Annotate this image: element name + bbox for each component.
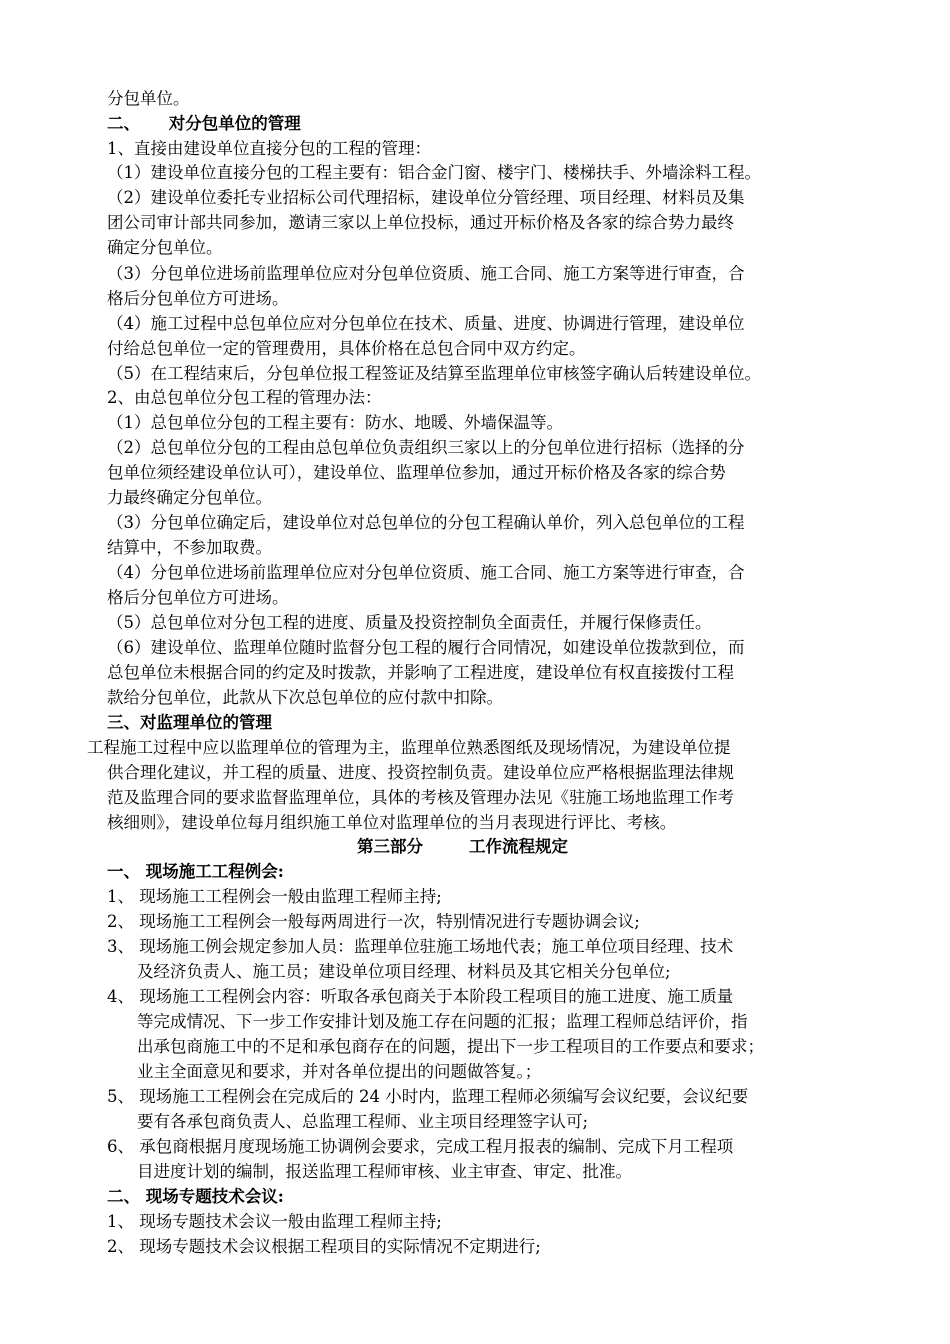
subsection-intro: 1、直接由建设单位直接分包的工程的管理：: [107, 139, 431, 158]
section-heading: 二、 对分包单位的管理: [107, 114, 301, 133]
section-heading: 二、 现场专题技术会议:: [107, 1187, 284, 1206]
paragraph-line: 供合理化建议，并工程的质量、进度、投资控制负责。建设单位应严格根据监理法律规: [107, 763, 734, 782]
list-item-continuation: 结算中，不参加取费。: [107, 538, 272, 557]
text-line: 分包单位。: [107, 89, 190, 108]
list-item: （5）总包单位对分包工程的进度、质量及投资控制负全面责任，并履行保修责任。: [107, 613, 712, 632]
list-item: （4）分包单位进场前监理单位应对分包单位资质、施工合同、施工方案等进行审查，合: [107, 563, 745, 582]
subsection-intro: 2、由总包单位分包工程的管理办法：: [107, 388, 382, 407]
part-title: 第三部分 工作流程规定: [357, 837, 568, 856]
list-item-continuation: 及经济负责人、施工员；建设单位项目经理、材料员及其它相关分包单位;: [137, 962, 671, 981]
list-item-continuation: 等完成情况、下一步工作安排计划及施工存在问题的汇报；监理工程师总结评价，指: [137, 1012, 748, 1031]
list-item: （1）总包单位分包的工程主要有：防水、地暖、外墙保温等。: [107, 413, 563, 432]
list-item: 5、 现场施工工程例会在完成后的 24 小时内，监理工程师必须编写会议纪要，会议纪要: [107, 1087, 749, 1106]
list-item: （5）在工程结束后，分包单位报工程签证及结算至监理单位审核签字确认后转建设单位。: [107, 364, 761, 383]
section-heading: 三、对监理单位的管理: [107, 713, 272, 732]
section-heading: 一、 现场施工工程例会:: [107, 862, 284, 881]
list-item: （3）分包单位确定后，建设单位对总包单位的分包工程确认单价，列入总包单位的工程: [107, 513, 745, 532]
list-item-continuation: 格后分包单位方可进场。: [107, 588, 289, 607]
list-item: 3、 现场施工例会规定参加人员：监理单位驻施工场地代表；施工单位项目经理、技术: [107, 937, 734, 956]
list-item-continuation: 力最终确定分包单位。: [107, 488, 272, 507]
list-item: （2）建设单位委托专业招标公司代理招标，建设单位分管经理、项目经理、材料员及集: [107, 188, 745, 207]
list-item-continuation: 格后分包单位方可进场。: [107, 289, 289, 308]
list-item: 2、 现场施工工程例会一般每两周进行一次，特别情况进行专题协调会议;: [107, 912, 640, 931]
list-item-continuation: 付给总包单位一定的管理费用，具体价格在总包合同中双方约定。: [107, 339, 586, 358]
list-item: （2）总包单位分包的工程由总包单位负责组织三家以上的分包单位进行招标（选择的分: [107, 438, 745, 457]
paragraph-line: 核细则》，建设单位每月组织施工单位对监理单位的当月表现进行评比、考核。: [107, 813, 677, 832]
list-item: （4）施工过程中总包单位应对分包单位在技术、质量、进度、协调进行管理，建设单位: [107, 314, 745, 333]
list-item: （1）建设单位直接分包的工程主要有：铝合金门窗、楼宇门、楼梯扶手、外墙涂料工程。: [107, 163, 761, 182]
list-item: 2、 现场专题技术会议根据工程项目的实际情况不定期进行;: [107, 1237, 541, 1256]
paragraph-line: 工程施工过程中应以监理单位的管理为主，监理单位熟悉图纸及现场情况，为建设单位提: [87, 738, 731, 757]
paragraph-line: 范及监理合同的要求监督监理单位，具体的考核及管理办法见《驻施工场地监理工作考: [107, 788, 734, 807]
list-item-continuation: 出承包商施工中的不足和承包商存在的问题，提出下一步工程项目的工作要点和要求；: [137, 1037, 764, 1056]
list-item: 1、 现场专题技术会议一般由监理工程师主持;: [107, 1212, 442, 1231]
list-item-continuation: 款给分包单位，此款从下次总包单位的应付款中扣除。: [107, 688, 503, 707]
list-item-continuation: 业主全面意见和要求，并对各单位提出的问题做答复。；: [137, 1062, 542, 1081]
list-item: （3）分包单位进场前监理单位应对分包单位资质、施工合同、施工方案等进行审查，合: [107, 264, 745, 283]
list-item-continuation: 包单位须经建设单位认可），建设单位、监理单位参加，通过开标价格及各家的综合势: [107, 463, 726, 482]
list-item: 6、 承包商根据月度现场施工协调例会要求，完成工程月报表的编制、完成下月工程项: [107, 1137, 734, 1156]
list-item: 1、 现场施工工程例会一般由监理工程师主持;: [107, 887, 442, 906]
list-item-continuation: 团公司审计部共同参加，邀请三家以上单位投标，通过开标价格及各家的综合势力最终: [107, 213, 734, 232]
list-item-continuation: 要有各承包商负责人、总监理工程师、业主项目经理签字认可;: [137, 1112, 589, 1131]
list-item: （6）建设单位、监理单位随时监督分包工程的履行合同情况，如建设单位拨款到位，而: [107, 638, 745, 657]
list-item-continuation: 总包单位未根据合同的约定及时拨款，并影响了工程进度，建设单位有权直接拨付工程: [107, 663, 734, 682]
list-item-continuation: 目进度计划的编制，报送监理工程师审核、业主审查、审定、批准。: [137, 1162, 632, 1181]
list-item: 4、 现场施工工程例会内容：听取各承包商关于本阶段工程项目的施工进度、施工质量: [107, 987, 734, 1006]
list-item-continuation: 确定分包单位。: [107, 238, 223, 257]
